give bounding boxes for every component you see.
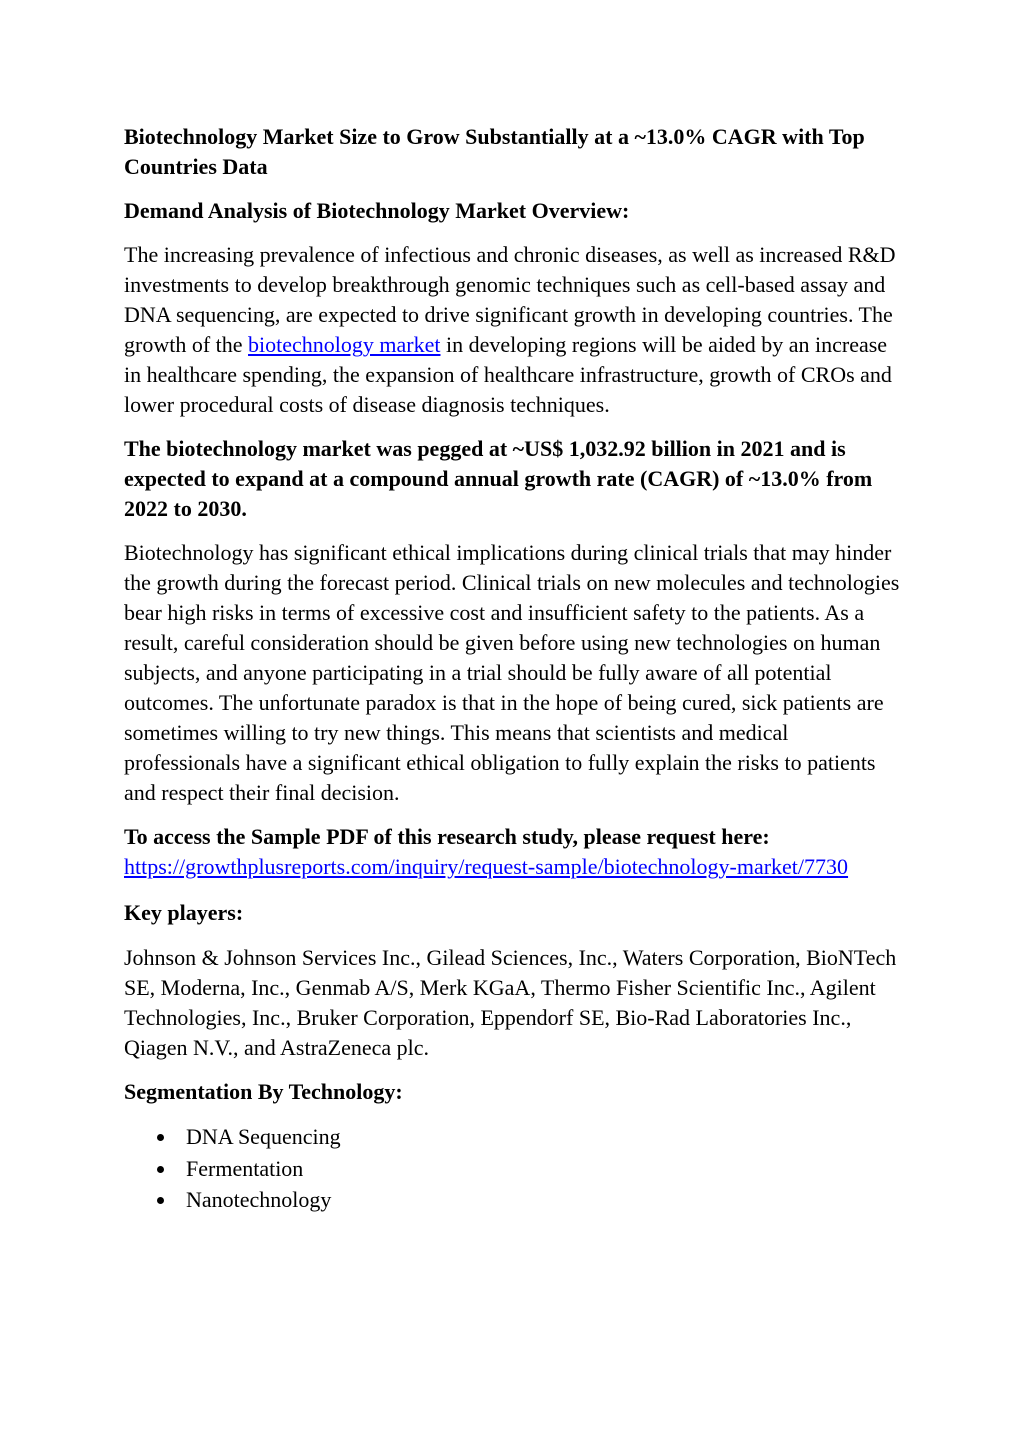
overview-heading: Demand Analysis of Biotechnology Market Overview:: [124, 198, 630, 223]
segmentation-item-label: DNA Sequencing: [186, 1124, 341, 1149]
overview-text-before-link: The increasing prevalence of infectious and chronic diseases, as well as increased R&D investments to develop breakthrough genomic techniques such as cell-based assay and DNA sequencing, are expected to drive significant growth in developing countries. The growth of the: [124, 242, 896, 357]
ethics-paragraph: Biotechnology has significant ethical implications during clinical trials that may hinder the growth during the forecast period. Clinical trials on new molecules and technologies bear high risks in terms of excessive cost and insufficient safety to the patients. As a result, careful consideration should be given before using new technologies on human subjects, and anyone participating in a trial should be fully aware of all potential outcomes. The unfortunate paradox is that in the hope of being cured, sick patients are sometimes willing to try new things. This means that scientists and medical professionals have a significant ethical obligation to fully explain the risks to patients and respect their final decision.: [124, 540, 900, 805]
document-page: [124, 122, 904, 1216]
list-item: [156, 1121, 904, 1153]
segmentation-heading: Segmentation By Technology:: [124, 1079, 403, 1104]
key-players-text: Johnson & Johnson Services Inc., Gilead Sciences, Inc., Waters Corporation, BioNTech SE, Moderna, Inc., Genmab A/S, Merk KGaA, Thermo Fisher Scientific Inc., Agilent Technologies, Inc., Bruker Corporation, Eppendorf SE, Bio-Rad Laboratories Inc., Qiagen N.V., and AstraZeneca plc.: [124, 945, 897, 1060]
biotechnology-market-link[interactable]: biotechnology market: [248, 332, 441, 357]
segmentation-item-label: Nanotechnology: [186, 1187, 332, 1212]
sample-request-link[interactable]: https://growthplusreports.com/inquiry/request-sample/biotechnology-market/7730: [124, 854, 849, 879]
sample-request-paragraph: [124, 822, 904, 882]
segmentation-item-label: Fermentation: [186, 1155, 304, 1181]
segmentation-list: [124, 1121, 904, 1216]
list-item: [156, 1153, 904, 1185]
document-title: Biotechnology Market Size to Grow Substantially at a ~13.0% CAGR with Top Countries Data: [124, 124, 865, 179]
sample-request-label: To access the Sample PDF of this research study, please request here:: [124, 824, 770, 849]
overview-paragraph: [124, 240, 904, 420]
overview-text-after-link: in developing regions will be aided by an increase in healthcare spending, the expansion of healthcare infrastructure, growth of CROs and lower procedural costs of disease diagnosis techniques.: [124, 332, 892, 417]
key-players-heading: Key players:: [124, 900, 244, 925]
list-item: [156, 1184, 904, 1216]
market-value-statement: The biotechnology market was pegged at ~US$ 1,032.92 billion in 2021 and is expected to expand at a compound annual growth rate (CAGR) of ~13.0% from 2022 to 2030.: [124, 436, 873, 521]
